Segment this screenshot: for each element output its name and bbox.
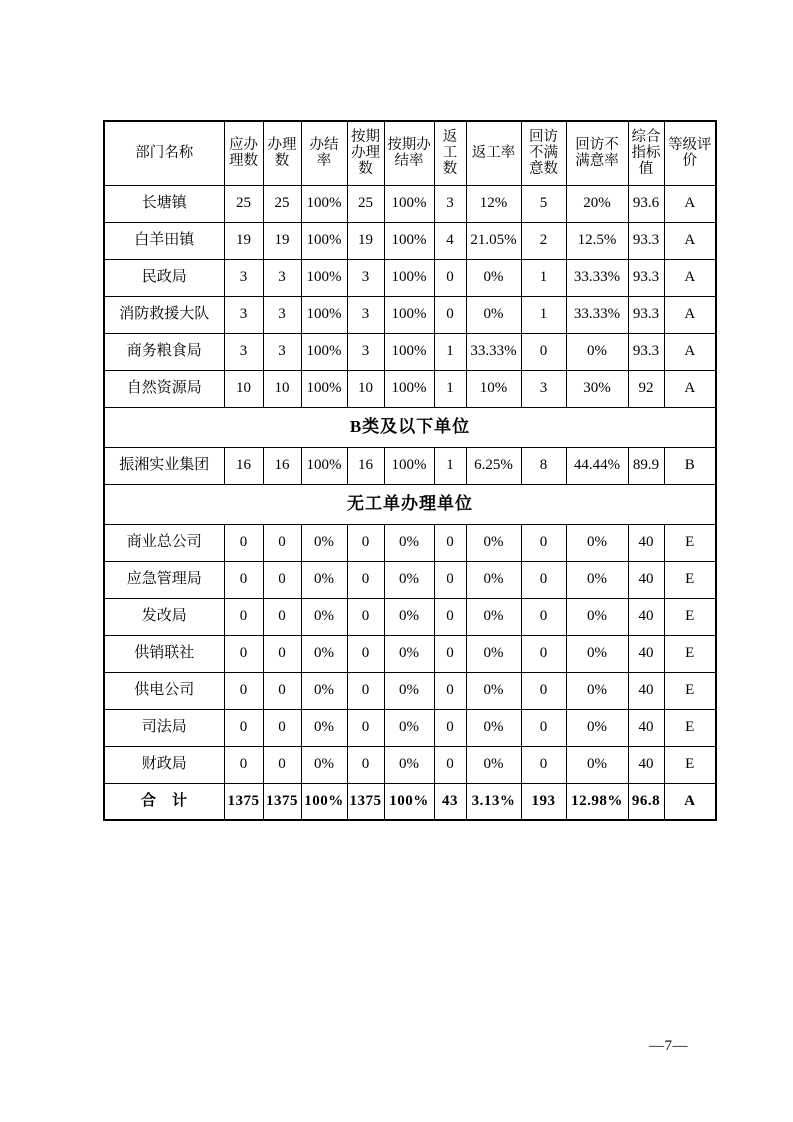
table-row bbox=[104, 333, 716, 370]
table-row bbox=[104, 185, 716, 222]
total-row bbox=[104, 783, 716, 820]
value-cell: E bbox=[664, 672, 716, 709]
value-cell: 3 bbox=[347, 259, 384, 296]
value-cell: E bbox=[664, 635, 716, 672]
value-cell: 0 bbox=[263, 746, 301, 783]
value-cell: 4 bbox=[434, 222, 466, 259]
value-cell: 100% bbox=[384, 296, 434, 333]
value-cell: 0 bbox=[434, 598, 466, 635]
value-cell: 0 bbox=[521, 709, 566, 746]
column-header-dissatisfied-count: 回访不满意数 bbox=[521, 121, 566, 185]
value-cell: 8 bbox=[521, 447, 566, 484]
value-cell: 0% bbox=[566, 672, 628, 709]
value-cell: A bbox=[664, 370, 716, 407]
dept-name-cell: 发改局 bbox=[104, 598, 224, 635]
value-cell: 1 bbox=[521, 296, 566, 333]
dept-name-cell: 应急管理局 bbox=[104, 561, 224, 598]
column-header-ontime-handled-count: 按期办理数 bbox=[347, 121, 384, 185]
value-cell: 100% bbox=[384, 370, 434, 407]
value-cell: 0 bbox=[347, 709, 384, 746]
value-cell: 100% bbox=[301, 447, 347, 484]
column-header-rework-rate: 返工率 bbox=[466, 121, 521, 185]
table-row bbox=[104, 746, 716, 783]
value-cell: 100% bbox=[384, 447, 434, 484]
value-cell: 40 bbox=[628, 709, 664, 746]
value-cell: 0% bbox=[384, 598, 434, 635]
value-cell: 0% bbox=[566, 524, 628, 561]
value-cell: A bbox=[664, 259, 716, 296]
value-cell: 0% bbox=[384, 672, 434, 709]
value-cell: 12.98% bbox=[566, 783, 628, 820]
value-cell: 19 bbox=[347, 222, 384, 259]
value-cell: A bbox=[664, 333, 716, 370]
value-cell: 40 bbox=[628, 524, 664, 561]
value-cell: 0 bbox=[521, 524, 566, 561]
table-row bbox=[104, 370, 716, 407]
value-cell: 100% bbox=[301, 333, 347, 370]
performance-report-table bbox=[103, 120, 717, 821]
section-title: 无工单办理单位 bbox=[104, 484, 716, 524]
report-table-body bbox=[104, 185, 716, 820]
value-cell: 0 bbox=[434, 296, 466, 333]
value-cell: 3 bbox=[224, 333, 263, 370]
value-cell: 1375 bbox=[263, 783, 301, 820]
value-cell: 0% bbox=[384, 561, 434, 598]
value-cell: 33.33% bbox=[566, 259, 628, 296]
value-cell: 0 bbox=[521, 635, 566, 672]
value-cell: 0 bbox=[347, 672, 384, 709]
value-cell: 3 bbox=[347, 333, 384, 370]
value-cell: 93.3 bbox=[628, 222, 664, 259]
value-cell: A bbox=[664, 222, 716, 259]
value-cell: 43 bbox=[434, 783, 466, 820]
value-cell: 44.44% bbox=[566, 447, 628, 484]
value-cell: 0% bbox=[466, 598, 521, 635]
value-cell: 89.9 bbox=[628, 447, 664, 484]
value-cell: 93.3 bbox=[628, 333, 664, 370]
column-header-dissatisfied-rate: 回访不满意率 bbox=[566, 121, 628, 185]
table-row bbox=[104, 672, 716, 709]
value-cell: 1 bbox=[434, 447, 466, 484]
value-cell: 0 bbox=[263, 561, 301, 598]
section-header-row bbox=[104, 484, 716, 524]
table-row bbox=[104, 635, 716, 672]
value-cell: 0 bbox=[347, 598, 384, 635]
value-cell: A bbox=[664, 185, 716, 222]
value-cell: 0% bbox=[466, 746, 521, 783]
value-cell: 0 bbox=[347, 561, 384, 598]
dept-name-cell: 振湘实业集团 bbox=[104, 447, 224, 484]
column-header-grade: 等级评价 bbox=[664, 121, 716, 185]
value-cell: 0 bbox=[521, 672, 566, 709]
header-row bbox=[104, 121, 716, 185]
value-cell: 16 bbox=[263, 447, 301, 484]
value-cell: E bbox=[664, 524, 716, 561]
value-cell: 10 bbox=[224, 370, 263, 407]
value-cell: 0 bbox=[263, 709, 301, 746]
value-cell: 33.33% bbox=[566, 296, 628, 333]
page-number: —7— bbox=[649, 1038, 688, 1054]
value-cell: 0% bbox=[301, 746, 347, 783]
value-cell: E bbox=[664, 709, 716, 746]
value-cell: 12.5% bbox=[566, 222, 628, 259]
value-cell: 0% bbox=[301, 561, 347, 598]
value-cell: A bbox=[664, 783, 716, 820]
value-cell: 0% bbox=[566, 598, 628, 635]
value-cell: 25 bbox=[347, 185, 384, 222]
value-cell: 0 bbox=[521, 598, 566, 635]
value-cell: 100% bbox=[301, 259, 347, 296]
value-cell: 40 bbox=[628, 598, 664, 635]
value-cell: 6.25% bbox=[466, 447, 521, 484]
value-cell: E bbox=[664, 561, 716, 598]
value-cell: 93.3 bbox=[628, 259, 664, 296]
value-cell: 0% bbox=[466, 672, 521, 709]
value-cell: 0% bbox=[384, 709, 434, 746]
dept-name-cell: 财政局 bbox=[104, 746, 224, 783]
value-cell: 16 bbox=[224, 447, 263, 484]
value-cell: 10 bbox=[347, 370, 384, 407]
value-cell: 0 bbox=[521, 746, 566, 783]
column-header-handled-count: 办理数 bbox=[263, 121, 301, 185]
value-cell: 25 bbox=[263, 185, 301, 222]
table-row bbox=[104, 222, 716, 259]
table-row bbox=[104, 561, 716, 598]
value-cell: 19 bbox=[263, 222, 301, 259]
value-cell: 0 bbox=[224, 524, 263, 561]
value-cell: 10 bbox=[263, 370, 301, 407]
value-cell: 1375 bbox=[224, 783, 263, 820]
value-cell: 93.6 bbox=[628, 185, 664, 222]
value-cell: 0 bbox=[347, 635, 384, 672]
value-cell: 3.13% bbox=[466, 783, 521, 820]
value-cell: 0% bbox=[466, 259, 521, 296]
table-row bbox=[104, 447, 716, 484]
value-cell: 193 bbox=[521, 783, 566, 820]
value-cell: 40 bbox=[628, 746, 664, 783]
value-cell: 0 bbox=[347, 524, 384, 561]
value-cell: 0 bbox=[434, 709, 466, 746]
value-cell: 5 bbox=[521, 185, 566, 222]
value-cell: 3 bbox=[434, 185, 466, 222]
value-cell: 40 bbox=[628, 561, 664, 598]
value-cell: 0 bbox=[263, 672, 301, 709]
value-cell: 3 bbox=[263, 259, 301, 296]
value-cell: 3 bbox=[263, 333, 301, 370]
value-cell: 1 bbox=[434, 370, 466, 407]
value-cell: 100% bbox=[384, 185, 434, 222]
value-cell: 0% bbox=[566, 635, 628, 672]
value-cell: 0 bbox=[434, 561, 466, 598]
value-cell: 0 bbox=[434, 635, 466, 672]
value-cell: A bbox=[664, 296, 716, 333]
table-row bbox=[104, 259, 716, 296]
value-cell: 0% bbox=[566, 561, 628, 598]
value-cell: 40 bbox=[628, 672, 664, 709]
value-cell: 100% bbox=[384, 783, 434, 820]
value-cell: 100% bbox=[384, 333, 434, 370]
value-cell: 0 bbox=[224, 672, 263, 709]
value-cell: 0 bbox=[434, 524, 466, 561]
value-cell: 92 bbox=[628, 370, 664, 407]
value-cell: 3 bbox=[347, 296, 384, 333]
dept-name-cell: 自然资源局 bbox=[104, 370, 224, 407]
value-cell: 0% bbox=[466, 561, 521, 598]
value-cell: 1 bbox=[521, 259, 566, 296]
column-header-dept-name: 部门名称 bbox=[104, 121, 224, 185]
dept-name-cell: 司法局 bbox=[104, 709, 224, 746]
value-cell: 3 bbox=[521, 370, 566, 407]
value-cell: 100% bbox=[301, 222, 347, 259]
value-cell: 1375 bbox=[347, 783, 384, 820]
value-cell: 0% bbox=[301, 524, 347, 561]
value-cell: 0% bbox=[301, 598, 347, 635]
value-cell: 0% bbox=[466, 635, 521, 672]
value-cell: 0 bbox=[263, 524, 301, 561]
value-cell: 1 bbox=[434, 333, 466, 370]
dept-name-cell: 商务粮食局 bbox=[104, 333, 224, 370]
value-cell: E bbox=[664, 598, 716, 635]
value-cell: 0 bbox=[224, 635, 263, 672]
value-cell: 96.8 bbox=[628, 783, 664, 820]
value-cell: 19 bbox=[224, 222, 263, 259]
value-cell: 100% bbox=[301, 185, 347, 222]
value-cell: 0 bbox=[521, 561, 566, 598]
value-cell: 0 bbox=[224, 561, 263, 598]
dept-name-cell: 商业总公司 bbox=[104, 524, 224, 561]
value-cell: 2 bbox=[521, 222, 566, 259]
table-row bbox=[104, 709, 716, 746]
value-cell: 0 bbox=[434, 746, 466, 783]
dept-name-cell: 白羊田镇 bbox=[104, 222, 224, 259]
value-cell: 0 bbox=[224, 598, 263, 635]
value-cell: 0% bbox=[566, 333, 628, 370]
section-title: B类及以下单位 bbox=[104, 407, 716, 447]
dept-name-cell: 民政局 bbox=[104, 259, 224, 296]
value-cell: 0% bbox=[566, 709, 628, 746]
value-cell: 3 bbox=[224, 296, 263, 333]
value-cell: 0% bbox=[384, 635, 434, 672]
value-cell: 0 bbox=[434, 672, 466, 709]
value-cell: 0 bbox=[521, 333, 566, 370]
value-cell: 10% bbox=[466, 370, 521, 407]
value-cell: 100% bbox=[301, 783, 347, 820]
dept-name-cell: 供电公司 bbox=[104, 672, 224, 709]
value-cell: 100% bbox=[301, 296, 347, 333]
column-header-should-handle-count: 应办理数 bbox=[224, 121, 263, 185]
value-cell: 0% bbox=[384, 746, 434, 783]
value-cell: 33.33% bbox=[466, 333, 521, 370]
value-cell: 0% bbox=[466, 296, 521, 333]
dept-name-cell: 供销联社 bbox=[104, 635, 224, 672]
value-cell: 0 bbox=[224, 709, 263, 746]
value-cell: 100% bbox=[301, 370, 347, 407]
value-cell: 30% bbox=[566, 370, 628, 407]
value-cell: 3 bbox=[263, 296, 301, 333]
value-cell: 100% bbox=[384, 259, 434, 296]
value-cell: 0% bbox=[466, 709, 521, 746]
table-row bbox=[104, 598, 716, 635]
value-cell: 0% bbox=[384, 524, 434, 561]
column-header-composite-index: 综合指标值 bbox=[628, 121, 664, 185]
value-cell: 0 bbox=[434, 259, 466, 296]
report-table-container bbox=[103, 120, 715, 821]
table-row bbox=[104, 524, 716, 561]
value-cell: 0% bbox=[566, 746, 628, 783]
value-cell: 0 bbox=[263, 598, 301, 635]
value-cell: 0 bbox=[263, 635, 301, 672]
value-cell: 0% bbox=[301, 635, 347, 672]
value-cell: 0 bbox=[224, 746, 263, 783]
table-row bbox=[104, 296, 716, 333]
value-cell: 21.05% bbox=[466, 222, 521, 259]
value-cell: 16 bbox=[347, 447, 384, 484]
dept-name-cell: 消防救援大队 bbox=[104, 296, 224, 333]
value-cell: 25 bbox=[224, 185, 263, 222]
value-cell: 3 bbox=[224, 259, 263, 296]
value-cell: 20% bbox=[566, 185, 628, 222]
value-cell: 0 bbox=[347, 746, 384, 783]
value-cell: 0% bbox=[301, 672, 347, 709]
value-cell: 0% bbox=[301, 709, 347, 746]
section-header-row bbox=[104, 407, 716, 447]
value-cell: 100% bbox=[384, 222, 434, 259]
value-cell: 93.3 bbox=[628, 296, 664, 333]
value-cell: 12% bbox=[466, 185, 521, 222]
value-cell: B bbox=[664, 447, 716, 484]
value-cell: 0% bbox=[466, 524, 521, 561]
column-header-completion-rate: 办结率 bbox=[301, 121, 347, 185]
dept-name-cell: 合 计 bbox=[104, 783, 224, 820]
column-header-rework-count: 返工数 bbox=[434, 121, 466, 185]
value-cell: E bbox=[664, 746, 716, 783]
column-header-ontime-completion-rate: 按期办结率 bbox=[384, 121, 434, 185]
value-cell: 40 bbox=[628, 635, 664, 672]
dept-name-cell: 长塘镇 bbox=[104, 185, 224, 222]
